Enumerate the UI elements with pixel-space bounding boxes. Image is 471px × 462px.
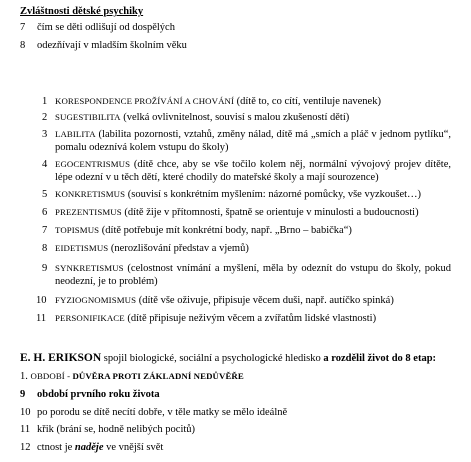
erikson-name: E. H. ERIKSON [20,352,102,364]
list-item [55,294,394,307]
intro-number: 8 [20,40,26,51]
stage-label: OBDOBÍ - [30,371,73,381]
list-term: LABILITA [55,129,96,139]
erikson-text-bold: a rozdělil život do 8 etap: [323,353,437,364]
list-number: 9 [42,263,48,274]
sub-text: po porodu se dítě necítí dobře, v těle matky se mělo ideálně [37,407,288,418]
section-title: Zvláštnosti dětské psychiky [20,6,144,17]
list-term: EIDETISMUS [55,243,109,253]
list-item [55,188,421,201]
list-term: PREZENTISMUS [55,207,122,217]
list-desc: (velká ovlivnitelnost, souvisí s malou zkušeností dětí) [120,112,350,123]
list-desc: (celostnost vnímání a myšlení, měla by odeznít do vstupu do školy, pokud neodezní, je to problém) [55,263,451,287]
list-item [55,158,451,184]
list-term: SUGESTIBILITA [55,112,121,122]
intro-number: 7 [20,22,26,33]
sub-number: 12 [20,442,31,453]
list-number: 4 [42,159,48,170]
list-desc: (dítě chce, aby se vše točilo kolem něj, normální vývojový projev dítěte, lépe odezní v u těch dětí, které chodily do mateřské školy a mají sourozence) [55,159,451,183]
list-item [55,242,249,255]
erikson-heading [20,352,436,365]
list-number: 10 [36,295,47,306]
list-desc: (souvisí s konkrétním myšlením: názorné pomůcky, vše vyzkoušet…) [125,189,422,200]
list-item [55,224,352,237]
list-number: 2 [42,112,48,123]
sub-number: 11 [20,424,31,435]
list-desc: (labilita pozornosti, vztahů, změny nálad, dítě má „smích a pláč v jednom pytlíku“, pomalu odeznívá kolem vstupu do školy) [55,129,451,153]
sub-text [37,441,163,454]
list-item [55,128,451,154]
sub-text-post: ve vnější svět [103,442,164,453]
list-term: EGOCENTRISMUS [55,159,131,169]
sub-text-emphasis: naděje [74,442,104,453]
list-item [55,95,381,108]
list-desc: (dítě potřebuje mít konkrétní body, např. „Brno – babička“) [99,225,352,236]
intro-text: odezňívají v mladším školním věku [37,40,187,51]
list-item [55,206,419,219]
list-term: KORESPONDENCE PROŽÍVÁNÍ A CHOVÁNÍ [55,96,235,106]
list-number: 1 [42,96,48,107]
list-item [55,312,376,325]
stage-title: DŮVĚRA PROTI ZÁKLADNÍ NEDŮVĚŘE [72,371,244,381]
list-number: 7 [42,225,48,236]
list-desc: (dítě žije v přítomnosti, špatně se orientuje v minulosti a budoucnosti) [121,207,419,218]
stage-number: 1. [20,371,28,382]
list-term: KONKRETISMUS [55,189,126,199]
intro-text: čím se děti odlišují od dospělých [37,22,175,33]
list-term: TOPISMUS [55,225,100,235]
sub-number: 9 [20,389,26,400]
sub-text: období prvního roku života [37,389,160,400]
list-number: 8 [42,243,48,254]
erikson-text: spojil biologické, sociální a psychologické hledisko [101,353,324,364]
list-term: PERSONIFIKACE [55,313,125,323]
list-desc: (dítě vše oživuje, připisuje věcem duši, např. autíčko spinká) [136,295,394,306]
list-desc: (dítě to, co cítí, ventiluje navenek) [234,96,381,107]
sub-text-pre: ctnost je [37,442,75,453]
stage-heading [20,370,244,383]
list-item [55,262,451,288]
list-term: FYZIOGNOMISMUS [55,295,137,305]
list-desc: (nerozlišování představ a vjemů) [108,243,249,254]
list-desc: (dítě připisuje neživým věcem a zvířatům lidské vlastnosti) [124,313,377,324]
list-number: 5 [42,189,48,200]
list-number: 3 [42,129,48,140]
list-number: 11 [36,313,47,324]
list-number: 6 [42,207,48,218]
list-term: SYNKRETISMUS [55,263,124,273]
sub-text: křik (brání se, hodně nelibých pocitů) [37,424,196,435]
list-item [55,111,349,124]
sub-number: 10 [20,407,31,418]
